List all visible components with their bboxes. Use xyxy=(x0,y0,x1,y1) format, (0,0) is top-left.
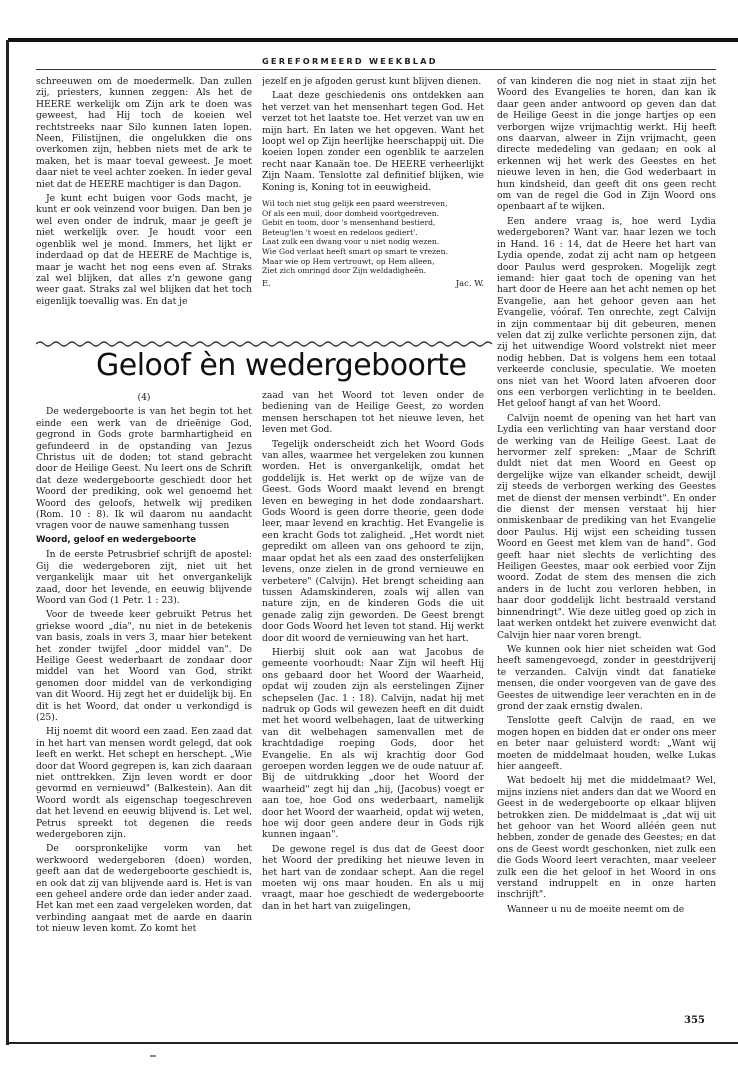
verse-line: Laat zulk een dwang voor u niet nodig wezen. xyxy=(262,237,440,247)
paragraph: Een andere vraag is, hoe werd Lydia wedergeboren? Want var. haar lezen we toch in Hand. 16 : 14, dat de Heere het hart van Lydia opende, zodat zij acht nam op hetgeen door Paulus werd gesproken. Mogelijk zegt iemand: hier gaat toch de opening van het hart door de Heere aan het acht nemen op het Evangelie, aan het gehoor geven aan het Evangelie, vóóraf. Ten onrechte, zegt Calvijn in zijn commentaar bij dit gebeuren, menen velen dat zij zulke verlichte personen zijn, dat zij het uitwendige Woord volstrekt niet meer nodig hebben. Dat is volgens hem een totaal verkeerde conclusie, speculatie. We moeten ons niet van het Woord laten afvoeren door ons een verborgen verlichting in te beelden. Het geloof hangt af van het Woord. xyxy=(497,215,716,410)
page-number: 355 xyxy=(684,1015,705,1026)
running-title: GEREFORMEERD WEEKBLAD xyxy=(262,56,438,66)
paragraph: Laat deze geschiedenis ons ontdekken aan het verzet van het mensenhart tegen God. Het verzet tot het laatste toe. Het verzet van uw en mijn hart. En laten we het opgeven. Want het loopt wel op Zijn heerlijke heerschappij uit. Die koeien lopen zonder een ogenblik te aarzelen recht naar Kanaän toe. De HEERE verheerlijkt Zijn Naam. Tenslotte zal definitief blijken, wie Koning is, Koning tot in eeuwigheid. xyxy=(262,90,484,193)
paragraph: Voor de tweede keer gebruikt Petrus het griekse woord „dia", nu niet in de betekenis van basis, zoals in vers 3, maar hier betekent het zonder twijfel „door middel van". De Heilige Geest wederbaart de zondaar door middel van het Woord van God, strikt genomen door middel van de verkondiging van dit Woord. Hij zegt het er duidelijk bij. En dit is het Woord, dat onder u verkondigd is (25). xyxy=(36,609,252,723)
verse-line: Maar wie op Hem vertrouwt, op Hem alleen, xyxy=(262,256,435,266)
paragraph: zaad van het Woord tot leven onder de bediening van de Heilige Geest, zo worden mensen herschapen tot het nieuwe leven, het leven met God. xyxy=(262,390,484,436)
top-border xyxy=(8,38,738,42)
paragraph: schreeuwen om de moedermelk. Dan zullen zij, priesters, kunnen zeggen: Als het de HEERE werkelijk om Zijn ark te doen was geweest, had Hij toch de koeien wel rechtstreeks naar Silo kunnen laten lopen. Neen, Filistijnen, die ongelukken die ons overkomen zijn, hebben niets met de ark te maken, het is maar toeval geweest. Je moet daar niet te veel achter zoeken. In ieder geval niet dat de HEERE machtiger is dan Dagon. xyxy=(36,76,252,190)
signature-left: E. xyxy=(262,277,271,288)
paragraph: Tegelijk onderscheidt zich het Woord Gods van alles, waarmee het vergeleken zou kunnen worden. Het is onvergankelijk, omdat het goddelijk is. Het werkt op de wijze van de Geest. Gods Woord maakt levend en brengt leven en beweging in het dode zondaarshart. Gods Woord is geen dorre theorie, geen dode leer, maar levend en krachtig. Het Evangelie is een kracht Gods tot zaligheid. „Het wordt niet gepredikt om alleen van ons gehoord te zijn, maar opdat het als een zaad des onsterfelijken levens, onze zielen in de grond vernieuwe en verbetere" (Calvijn). Het brengt scheiding aan tussen Adamskinderen, zoals wij allen van nature zijn, en de kinderen Gods die uit genade zalig zijn geworden. De Geest brengt door Gods Woord het leven tot stand. Hij werkt door dit woord de vernieuwing van het hart. xyxy=(262,438,484,644)
paragraph: Wanneer u nu de moeite neemt om de xyxy=(507,903,685,915)
right-column xyxy=(497,76,716,1011)
paragraph: jezelf en je afgoden gerust kunt blijven dienen. xyxy=(262,76,482,87)
paragraph: De oorspronkelijke vorm van het werkwoord wedergeboren (doen) worden, geeft aan dat de wedergeboorte geschiedt is, en ook dat zij van blijvende aard is. Het is van een geheel andere orde dan ieder ander zaad. Het kan met een zaad vergeleken worden, dat verbinding aangaat met de aarde en daarin tot nieuw leven komt. Zo komt het xyxy=(36,843,252,935)
paragraph: Je kunt echt buigen voor Gods macht, je kunt er ook veinzend voor buigen. Dan ben je wel even onder de indruk, maar je geeft je niet werkelijk over. Je houdt voor een ogenblik wel je mond. Immers, het lijkt er inderdaad op dat de HEERE de Machtige is, maar je wacht het nog eens even af. Straks zal wel blijken, dat alles z'n gewone gang weer gaat. Straks zal wel blijken dat het toch eigenlijk toevallig was. En dat je xyxy=(36,193,252,307)
print-smudge xyxy=(150,1055,156,1057)
top-column-2 xyxy=(262,76,484,338)
paragraph: De gewone regel is dus dat de Geest door het Woord der prediking het nieuwe leven in het hart van de zondaar schept. Aan die regel moeten wij ons maar houden. En als u mij vraagt, maar hoe geschiedt de wedergeboorte dan in het hart van zuigelingen, xyxy=(262,843,484,912)
subheading: Woord, geloof en wedergeboorte xyxy=(36,534,197,545)
article-title: Geloof èn wedergeboorte xyxy=(96,348,467,383)
paragraph: In de eerste Petrusbrief schrijft de apostel: Gij die wedergeboren zijt, niet uit het vergankelijk maar uit het onvergankelijk zaad, door het levende, en eeuwig blijvende Woord van God (1 Petr. 1 : 23). xyxy=(36,549,252,606)
left-border xyxy=(6,40,9,1045)
verse-line: Wil toch niet stug gelijk een paard weerstreven, xyxy=(262,199,448,209)
verse-line: Of als een muil, door domheid voortgedreven. xyxy=(262,208,440,218)
paragraph: Hij noemt dit woord een zaad. Een zaad dat in het hart van mensen wordt gelegd, dat ook leeft en werkt. Het schept en herschept. „Wie door dat Woord gegrepen is, kan zich daaraan niet onttrekken. Zijn leven wordt er door gevormd en vernieuwd" (Balkestein). Aan dit Woord wordt als eigenschap toegeschreven dat het levend en eeuwig blijvend is. Let wel, Petrus spreekt tot degenen die reeds wedergeboren zijn. xyxy=(36,726,252,841)
bottom-border xyxy=(8,1042,738,1044)
verse-line: Beteug'len 't woest en redeloos gediert'. xyxy=(262,227,418,237)
signature-row xyxy=(262,278,484,289)
paragraph: Wat bedoelt hij met die middelmaat? Wel, mijns inziens niet anders dan dat we Woord en Geest in de wedergeboorte op elkaar blijven betrokken zien. De middelmaat is „dat wij uit het gehoor van het Woord alléén geen nut hebben, zonder de genade des Geestes; en dat ons de Geest wordt geschonken, niet zulk een die Gods Woord leert verachten, maar veeleer zulk een die het geloof in het Woord in ons verstand indruppelt en in onze harten inschrijft". xyxy=(497,775,716,901)
paragraph: Hierbij sluit ook aan wat Jacobus de gemeente voorhoudt: Naar Zijn wil heeft Hij ons gebaard door het Woord der Waarheid, opdat wij zouden zijn als eerstelingen Zijner schepselen (Jac. 1 : 18). Calvijn, nadat hij met nadruk op Gods wil gewezen heeft en dit duidt met het woord welbehagen, laat de uitwerking van dit welbehagen samenvallen met de krachtdadige roeping Gods, door het Evangelie. En als wij krachtig door God geroepen worden leggen we de oude natuur af. Bij de uitdrukking „door het Woord der waarheid" zegt hij dan „hij, (Jacobus) voegt er aan toe, hoe God ons wederbaart, namelijk door het Woord der waarheid, opdat wij weten, hoe wij door geen andere deur in Gods rijk kunnen ingaan". xyxy=(262,646,484,841)
header-rule xyxy=(36,69,716,70)
paragraph: Tenslotte geeft Calvijn de raad, en we mogen hopen en bidden dat er onder ons meer en beter naar geluisterd wordt: „Want wij moeten de middelmaat houden, welke Lukas hier aangeeft. xyxy=(497,715,716,772)
paragraph: of van kinderen die nog niet in staat zijn het Woord des Evangelies te horen, dan kan ik daar geen ander antwoord op geven dan dat de Heilige Geest in die jonge hartjes op een verborgen wijze vrijmachtig werkt. Hij heeft ons daarvan, alweer in Zijn vrijmacht, geen directe mededeling van gedaan; en ook al erkennen wij het werk des Geestes en het nieuwe leven in hen, die God wederbaart in hun kindsheid, dan geeft dit ons geen recht om van de regel die God in Zijn Woord ons openbaart af te wijken. xyxy=(497,76,716,213)
paragraph: Calvijn noemt de opening van het hart van Lydia een verlichting van haar verstand door de werking van de Heilige Geest. Laat de hervormer zelf spreken: „Maar de Schrift duldt niet dat men Woord en Geest op dergelijke wijze van elkander scheidt, dewijl zij steeds de verborgen werking des Geestes met de dienst der mensen verbindt". En onder die dienst der mensen verstaat hij hier onmiskenbaar de prediking van het Evangelie door Paulus. Hij wijst een scheiding tussen Woord en Geest met klem van de hand". God geeft haar niet slechts de verlichting des Heiligen Geestes, maar ook eerbied voor Zijn woord. Zodat de stem des mensen die zich anders in de lucht zou verloren hebben, in haar door goddelijk licht bestraald verstand binnendringt". Wie deze uitleg goed op zich in laat werken ontdekt het zuivere evenwicht dat Calvijn hier naar voren brengt. xyxy=(497,412,716,641)
verse-line: Ziet zich omringd door Zijn weldadigheên. xyxy=(262,266,427,276)
article-column-1 xyxy=(36,392,252,1012)
verse-line: Wie God verlaat heeft smart op smart te vrezen. xyxy=(262,247,448,257)
paragraph: De wedergeboorte is van het begin tot het einde een werk van de drieënige God, gegrond in Gods grote barmhartigheid en gefundeerd in de opstanding van Jezus Christus uit de doden; tot stand gebracht door de Heilige Geest. Nu leert ons de Schrift dat deze wedergeboorte geschiedt door het Woord der prediking, ook wel genoemd het Woord des geloofs, hetwelk wij prediken (Rom. 10 : 8). Ik wil daarom nu aandacht vragen voor de nauwe samenhang tussen xyxy=(36,406,252,532)
verse-line: Gebit en toom, door 's mensenhand bestierd, xyxy=(262,218,436,228)
part-number: (4) xyxy=(137,392,151,403)
psalm-verse xyxy=(262,199,484,276)
wavy-line xyxy=(36,342,492,346)
top-column-1 xyxy=(36,76,252,338)
paragraph: We kunnen ook hier niet scheiden wat God heeft samengevoegd, zonder in geestdrijverij te verzanden. Calvijn vindt dat fanatieke mensen, die onder voorgeven van de gave des Geestes de uitwendige leer verachten en in de grond der zaak ernstig dwalen. xyxy=(497,643,716,712)
signature-author: Jac. W. xyxy=(455,277,484,288)
article-column-2 xyxy=(262,390,484,1012)
wavy-separator xyxy=(36,340,716,348)
